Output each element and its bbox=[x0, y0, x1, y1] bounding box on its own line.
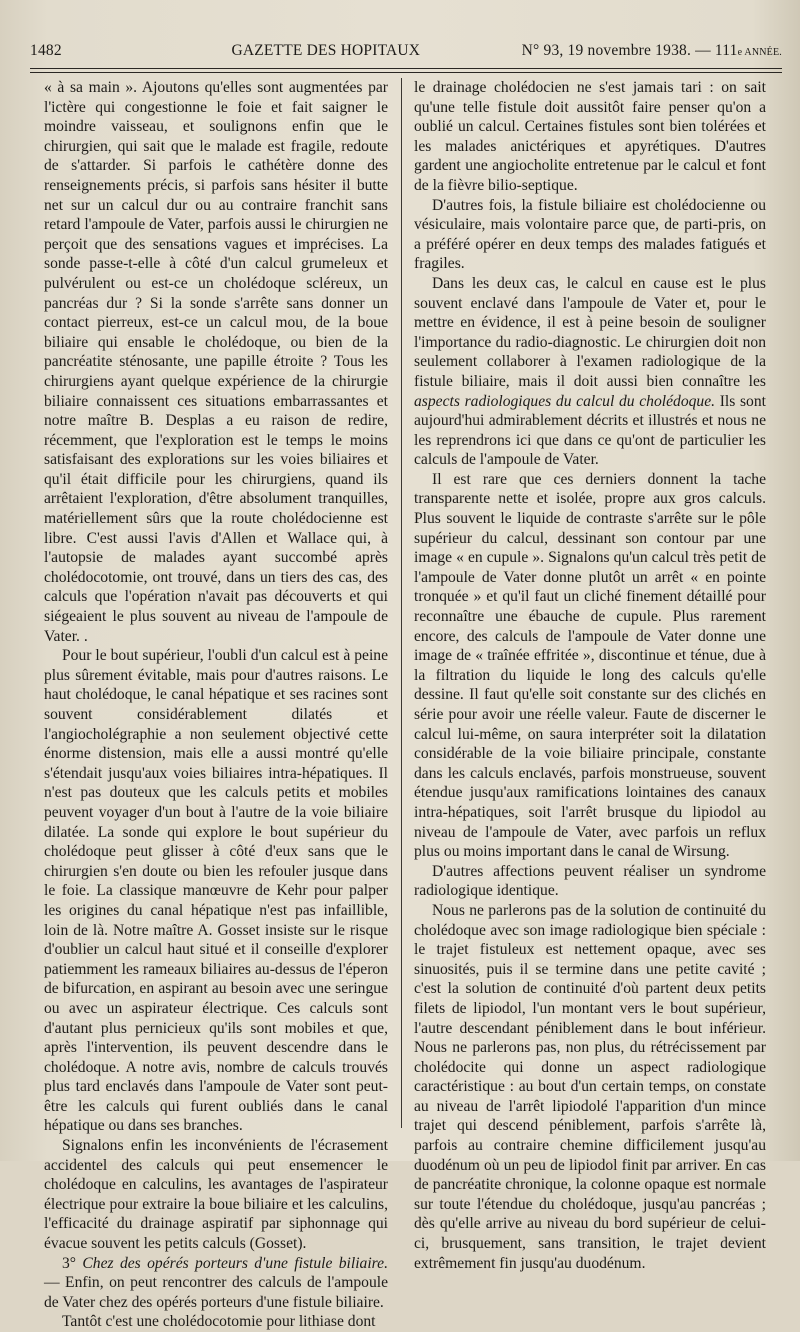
paragraph: Signalons enfin les inconvénients de l'écrasement accidentel des calculs qui peut ensemencer le cholédoque en calculins, les avantages de l'aspirateur électrique pour extraire la boue biliaire et les calculins, l'efficacité du drainage aspiratif par siphonnage qui évacue souvent les petits calculs (Gosset). bbox=[44, 1137, 388, 1253]
paragraph-text: Ils sont aujourd'hui admirablement décrits et illustrés et nous ne les reprendrons ici que dans ce qu'ont de particulier les calculs de l'ampoule de Vater. bbox=[414, 392, 766, 469]
section-paragraph bbox=[44, 1254, 388, 1313]
header-rule bbox=[30, 68, 782, 69]
paragraph-text: Dans les deux cas, le calcul en cause est le plus souvent enclavé dans l'ampoule de Vater et, pour le mettre en évidence, il est à peine besoin de souligner l'importance du radio-diagnostic. Le chirurgien doit non seulement collaborer à l'examen radiologique de la fistule biliaire, mais il doit aussi bien connaître les bbox=[414, 274, 766, 390]
italic-phrase: aspects radiologiques du calcul du cholédoque. bbox=[414, 392, 716, 410]
header-rule-thin bbox=[30, 72, 782, 73]
section-heading: Chez des opérés porteurs d'une fistule biliaire. bbox=[82, 1254, 388, 1272]
left-column bbox=[44, 78, 388, 1332]
paragraph: D'autres affections peuvent réaliser un syndrome radiologique identique. bbox=[414, 862, 766, 900]
section-number: 3° bbox=[62, 1254, 83, 1272]
column-divider bbox=[401, 78, 402, 1128]
paragraph: « à sa main ». Ajoutons qu'elles sont augmentées par l'ictère qui congestionne le foie et fait saigner le moindre vaisseau, et soulignons enfin que le chirurgien, qui sait que le malade est fragile, redoute de s'attarder. Si parfois le cathétère donne des renseignements précis, si parfois sans hésiter il butte net sur un calcul dur ou au contraire franchit sans retard l'ampoule de Vater, parfois aussi le chirurgien ne perçoit que des sensations vagues et imprécises. La sonde passe-t-elle à côté d'un calcul grumeleux et pulvérulent ou est-ce un cholédoque scléreux, un pancréas dur ? Si la sonde s'arrête sans donner un contact pierreux, est-ce un calcul mou, de la boue biliaire qui ensable le cholédoque, ou bien de la pancréatite sténosante, une papille étroite ? Tous les chirurgiens ayant quelque expérience de la chirurgie biliaire connaissent ces situations embarrassantes et notre maître B. Desplas a eu raison de redire, récemment, que l'exploration est le temps le moins satisfaisant des explorations sur les voies biliaires et qu'il était difficile pour les chirurgiens, quand ils arrêtaient l'exploration, d'être absolument tranquilles, matériellement sûrs que la route cholédocienne est libre. C'est aussi l'avis d'Allen et Wallace qui, à l'autopsie de malades ayant succombé après cholédocotomie, ont trouvé, dans un tiers des cas, des calculs que l'opération n'avait pas découverts et qui siégeaient le plus souvent au niveau de l'ampoule de Vater. . bbox=[44, 79, 388, 645]
section-text: — Enfin, on peut rencontrer des calculs de l'ampoule de Vater chez des opérés porteurs d'une fistule biliaire. bbox=[44, 1274, 388, 1311]
paragraph bbox=[414, 274, 766, 470]
journal-title: GAZETTE DES HOPITAUX bbox=[231, 42, 421, 59]
paragraph: Tantôt c'est une cholédocotomie pour lithiase dont bbox=[62, 1313, 376, 1331]
paragraph: Nous ne parlerons pas de la solution de continuité du cholédoque avec son image radiologique bien spéciale : le trajet fistuleux est nettement opaque, avec ses sinuosités, puis il se termine dans une petite cavité ; c'est la solution de continuité d'où partent deux petits filets de lipiodol, l'un montant vers le bout supérieur, l'autre descendant péniblement dans le bout inférieur. Nous ne parlerons pas, non plus, du rétrécissement par cholédocite qui donne un aspect radiologique caractéristique : au bout d'un certain temps, on constate au niveau de l'arrêt lipiodolé l'apparition d'un mince trajet qui descend péniblement, parfois s'arrête là, parfois au contraire chemine difficilement jusqu'au duodénum où un peu de lipiodol finit par arriver. En cas de pancréatite chronique, la colonne opaque est normale sur toute l'étendue du cholédoque, jusqu'au pancréas ; dès qu'elle arrive au niveau du bord supérieur de celui-ci, brusquement, sans transition, le trajet devient extrêmement fin jusqu'au duodénum. bbox=[414, 901, 766, 1272]
right-column bbox=[414, 78, 766, 1273]
paragraph: Il est rare que ces derniers donnent la tache transparente nette et isolée, propre aux gros calculs. Plus souvent le liquide de contraste s'arrête sur le pôle supérieur du calcul, dessinant son contour par une image « en cupule ». Signalons qu'un calcul très petit de l'ampoule de Vater donne plutôt un arrêt « en pointe tronquée » et qu'il faut un cliché finement détaillé pour reconnaître une ébauche de cupule. Plus rarement encore, des calculs de l'ampoule de Vater donne une image de « traînée effritée », discontinue et ténue, due à la filtration du liquide le long des calculs qu'elle dessine. Il faut qu'elle soit constante sur des clichés en série pour avoir une réelle valeur. Faute de discerner le calcul lui-même, on saura interpréter soit la dilatation considérable de la voie biliaire principale, constante dans les calculs enclavés, parfois monstrueuse, souvent étendue jusqu'aux ramifications lointaines des canaux intra-hépatiques, soit l'arrêt brusque du lipiodol au niveau de l'ampoule de Vater, avec parfois un reflux plus ou moins important dans le canal de Wirsung. bbox=[414, 470, 766, 861]
page-header bbox=[30, 42, 782, 66]
paragraph: Pour le bout supérieur, l'oubli d'un calcul est à peine plus sûrement évitable, mais pour d'autres raisons. Le haut cholédoque, le canal hépatique et ses racines sont souvent considérablement dilatés et l'angiocholégraphie a non seulement objectivé cette énorme distension, mais elle a aussi montré qu'elle s'étendait jusqu'aux voies biliaires intra-hépatiques. Il n'est pas douteux que les calculs petits et mobiles peuvent voyager d'un bout à l'autre de la voie biliaire dilatée. La sonde qui explore le bout supérieur du cholédoque peut glisser à côté d'eux sans que le chirurgien s'en doute ou bien les refouler jusque dans le foie. La classique manœuvre de Kehr pour palper les origines du canal hépatique n'est pas infaillible, loin de là. Notre maître A. Gosset insiste sur le risque d'oublier un calcul haut situé et il conseille d'explorer patiemment les rameaux biliaires au-dessus de l'éperon de bifurcation, en aspirant au besoin avec une seringue ou avec un aspirateur électrique. Ces calculs sont d'autant plus pernicieux qu'ils sont mobiles et que, après l'intervention, ils peuvent descendre dans le cholédoque. A notre avis, nombre de calculs trouvés plus tard enclavés dans l'ampoule de Vater sont peut-être les calculs qui furent oubliés dans le canal hépatique ou dans ses branches. bbox=[44, 647, 388, 1135]
page-number: 1482 bbox=[30, 42, 62, 59]
issue-line bbox=[522, 42, 782, 60]
issue-text: N° 93, 19 novembre 1938. — 111 bbox=[521, 42, 738, 59]
paragraph: le drainage cholédocien ne s'est jamais tari : on sait qu'une telle fistule doit aussitôt faire penser qu'on a oublié un calcul. Certaines fistules sont bien tolérées et les malades anictériques et apyrétiques. D'autres gardent une angiocholite entretenue par le calcul et font de la fièvre bilio-septique. bbox=[414, 79, 766, 194]
year-suffix: e ANNÉE. bbox=[737, 47, 782, 58]
paragraph: D'autres fois, la fistule biliaire est cholédocienne ou vésiculaire, mais volontaire parce que, de parti-pris, on a préféré opérer en deux temps des malades fatigués et fragiles. bbox=[414, 196, 766, 273]
